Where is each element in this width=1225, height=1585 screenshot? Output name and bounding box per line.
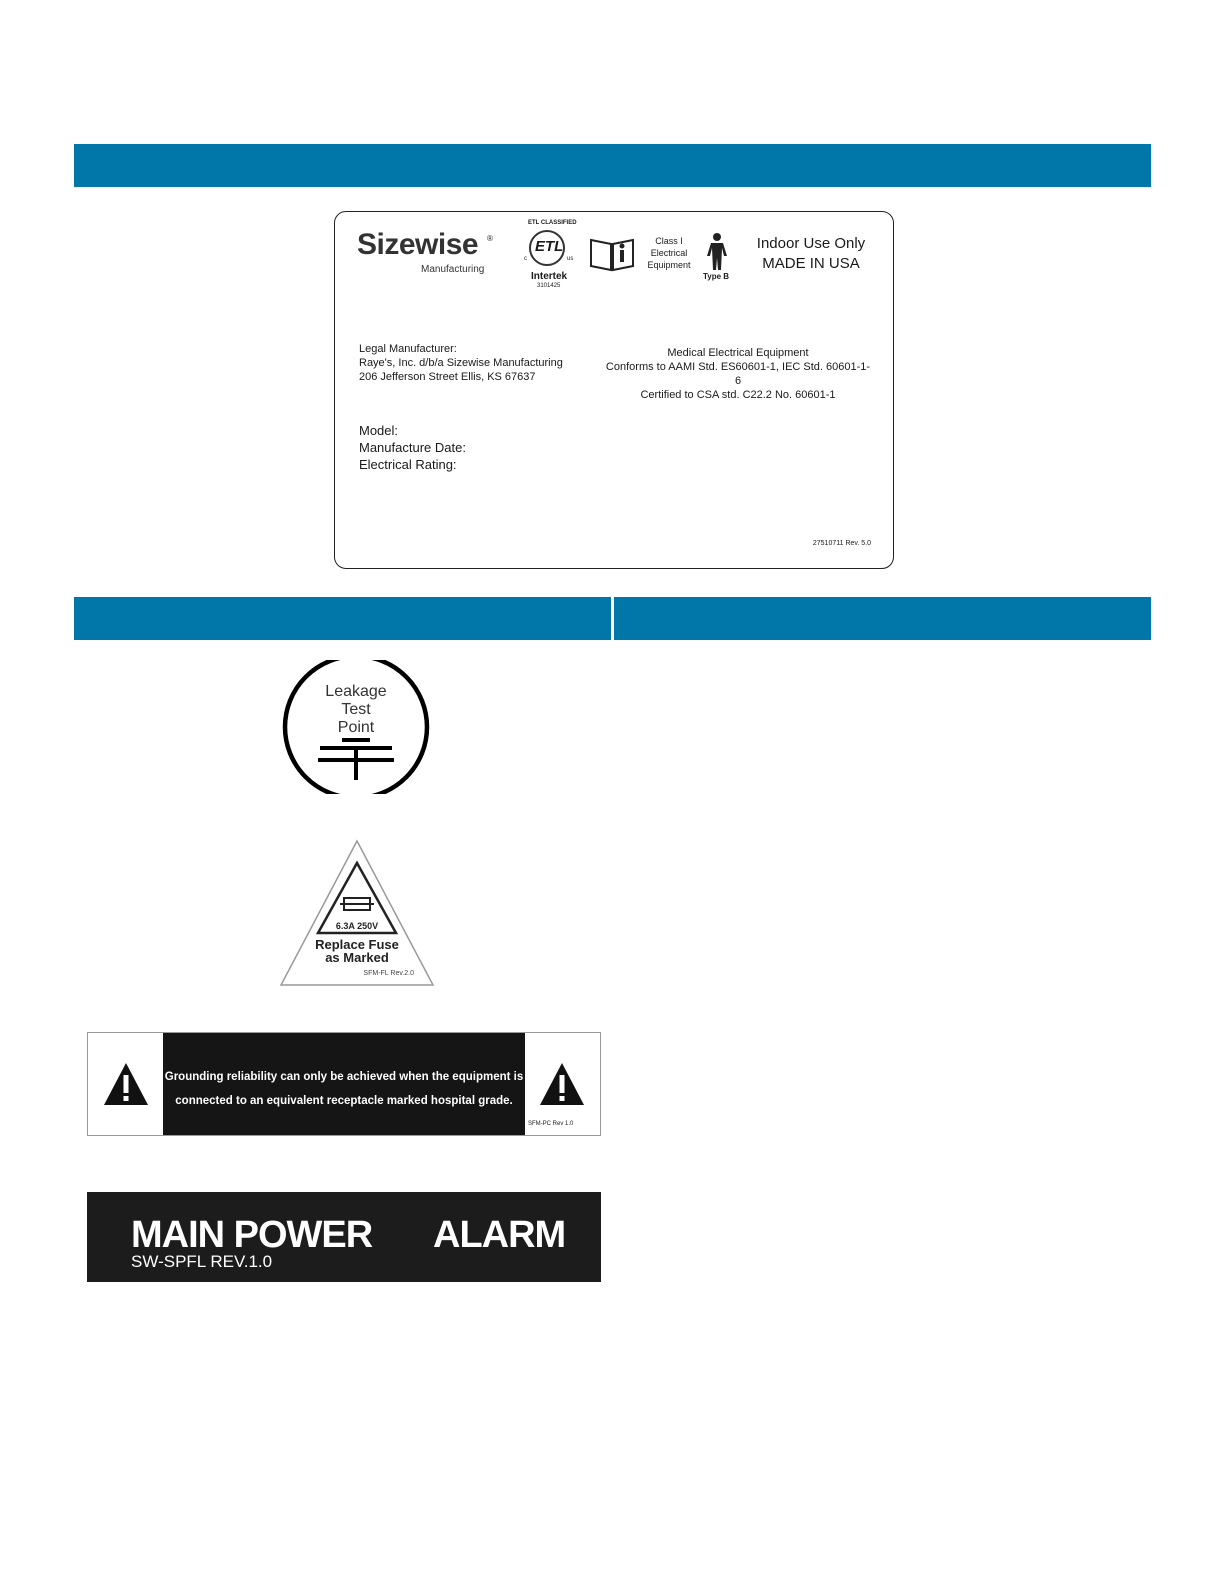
intertek-text: Intertek — [531, 271, 568, 282]
brand-logo: Sizewise — [357, 228, 479, 261]
grounding-line-1: Grounding reliability can only be achieved when the equipment is — [164, 1071, 524, 1083]
svg-text:SFM-FL Rev.2.0: SFM-FL Rev.2.0 — [363, 970, 414, 977]
etl-number: 3101425 — [537, 283, 561, 289]
main-power-text: MAIN POWER — [131, 1214, 373, 1256]
product-fields: Model: Manufacture Date: Electrical Rating: — [359, 423, 466, 472]
svg-text:6.3A 250V: 6.3A 250V — [335, 921, 379, 931]
grounding-line-2: connected to an equivalent receptacle marked hospital grade. — [175, 1095, 513, 1107]
etl-mark-icon: ETL — [529, 230, 565, 266]
svg-text:Leakage: Leakage — [325, 683, 387, 700]
legal-manufacturer-block: Legal Manufacturer: Raye's, Inc. d/b/a Sizewise Manufacturing 206 Jefferson Street Ellis, KS 67637 — [359, 343, 563, 383]
leakage-test-point-label — [282, 660, 430, 794]
grounding-warning-label — [87, 1032, 601, 1136]
rating-plate-label — [334, 211, 894, 569]
replace-fuse-label — [278, 838, 436, 988]
registered-mark: ® — [487, 234, 493, 243]
etl-classified-text: ETL CLASSIFIED — [528, 220, 577, 226]
power-revision: SW-SPFL REV.1.0 — [131, 1252, 273, 1271]
class-text: Class I Electrical Equipment — [647, 236, 691, 270]
main-power-alarm-label — [87, 1192, 601, 1282]
column-header-left — [74, 597, 611, 640]
type-b-person-icon — [703, 232, 731, 272]
grounding-revision: SFM-PC Rev 1.0 — [528, 1121, 574, 1127]
alarm-text: ALARM — [433, 1214, 566, 1256]
warning-left-icon — [102, 1061, 150, 1107]
svg-text:as Marked: as Marked — [325, 950, 389, 965]
ground-symbol-icon — [342, 738, 370, 742]
svg-text:Replace Fuse: Replace Fuse — [315, 937, 399, 952]
etl-us-text: us — [567, 256, 574, 262]
svg-text:Test: Test — [341, 701, 371, 718]
svg-text:Point: Point — [337, 719, 375, 736]
medical-equipment-block: Medical Electrical Equipment Conforms to AAMI Std. ES60601-1, IEC Std. 60601-1-6 Certified to CSA std. C22.2 No. 60601-1 — [605, 347, 871, 401]
brand-subtitle: Manufacturing — [421, 264, 485, 275]
grounding-text-panel — [163, 1033, 525, 1135]
plate-revision: 27510711 Rev. 5.0 — [812, 540, 871, 547]
section-header-bar — [74, 144, 1151, 187]
warning-right-icon — [538, 1061, 586, 1107]
indoor-use-text: Indoor Use Only MADE IN USA — [756, 235, 866, 272]
type-b-text: Type B — [703, 272, 730, 281]
etl-c-text: c — [524, 256, 527, 262]
instruction-manual-icon — [589, 236, 635, 272]
column-header-right — [614, 597, 1151, 640]
